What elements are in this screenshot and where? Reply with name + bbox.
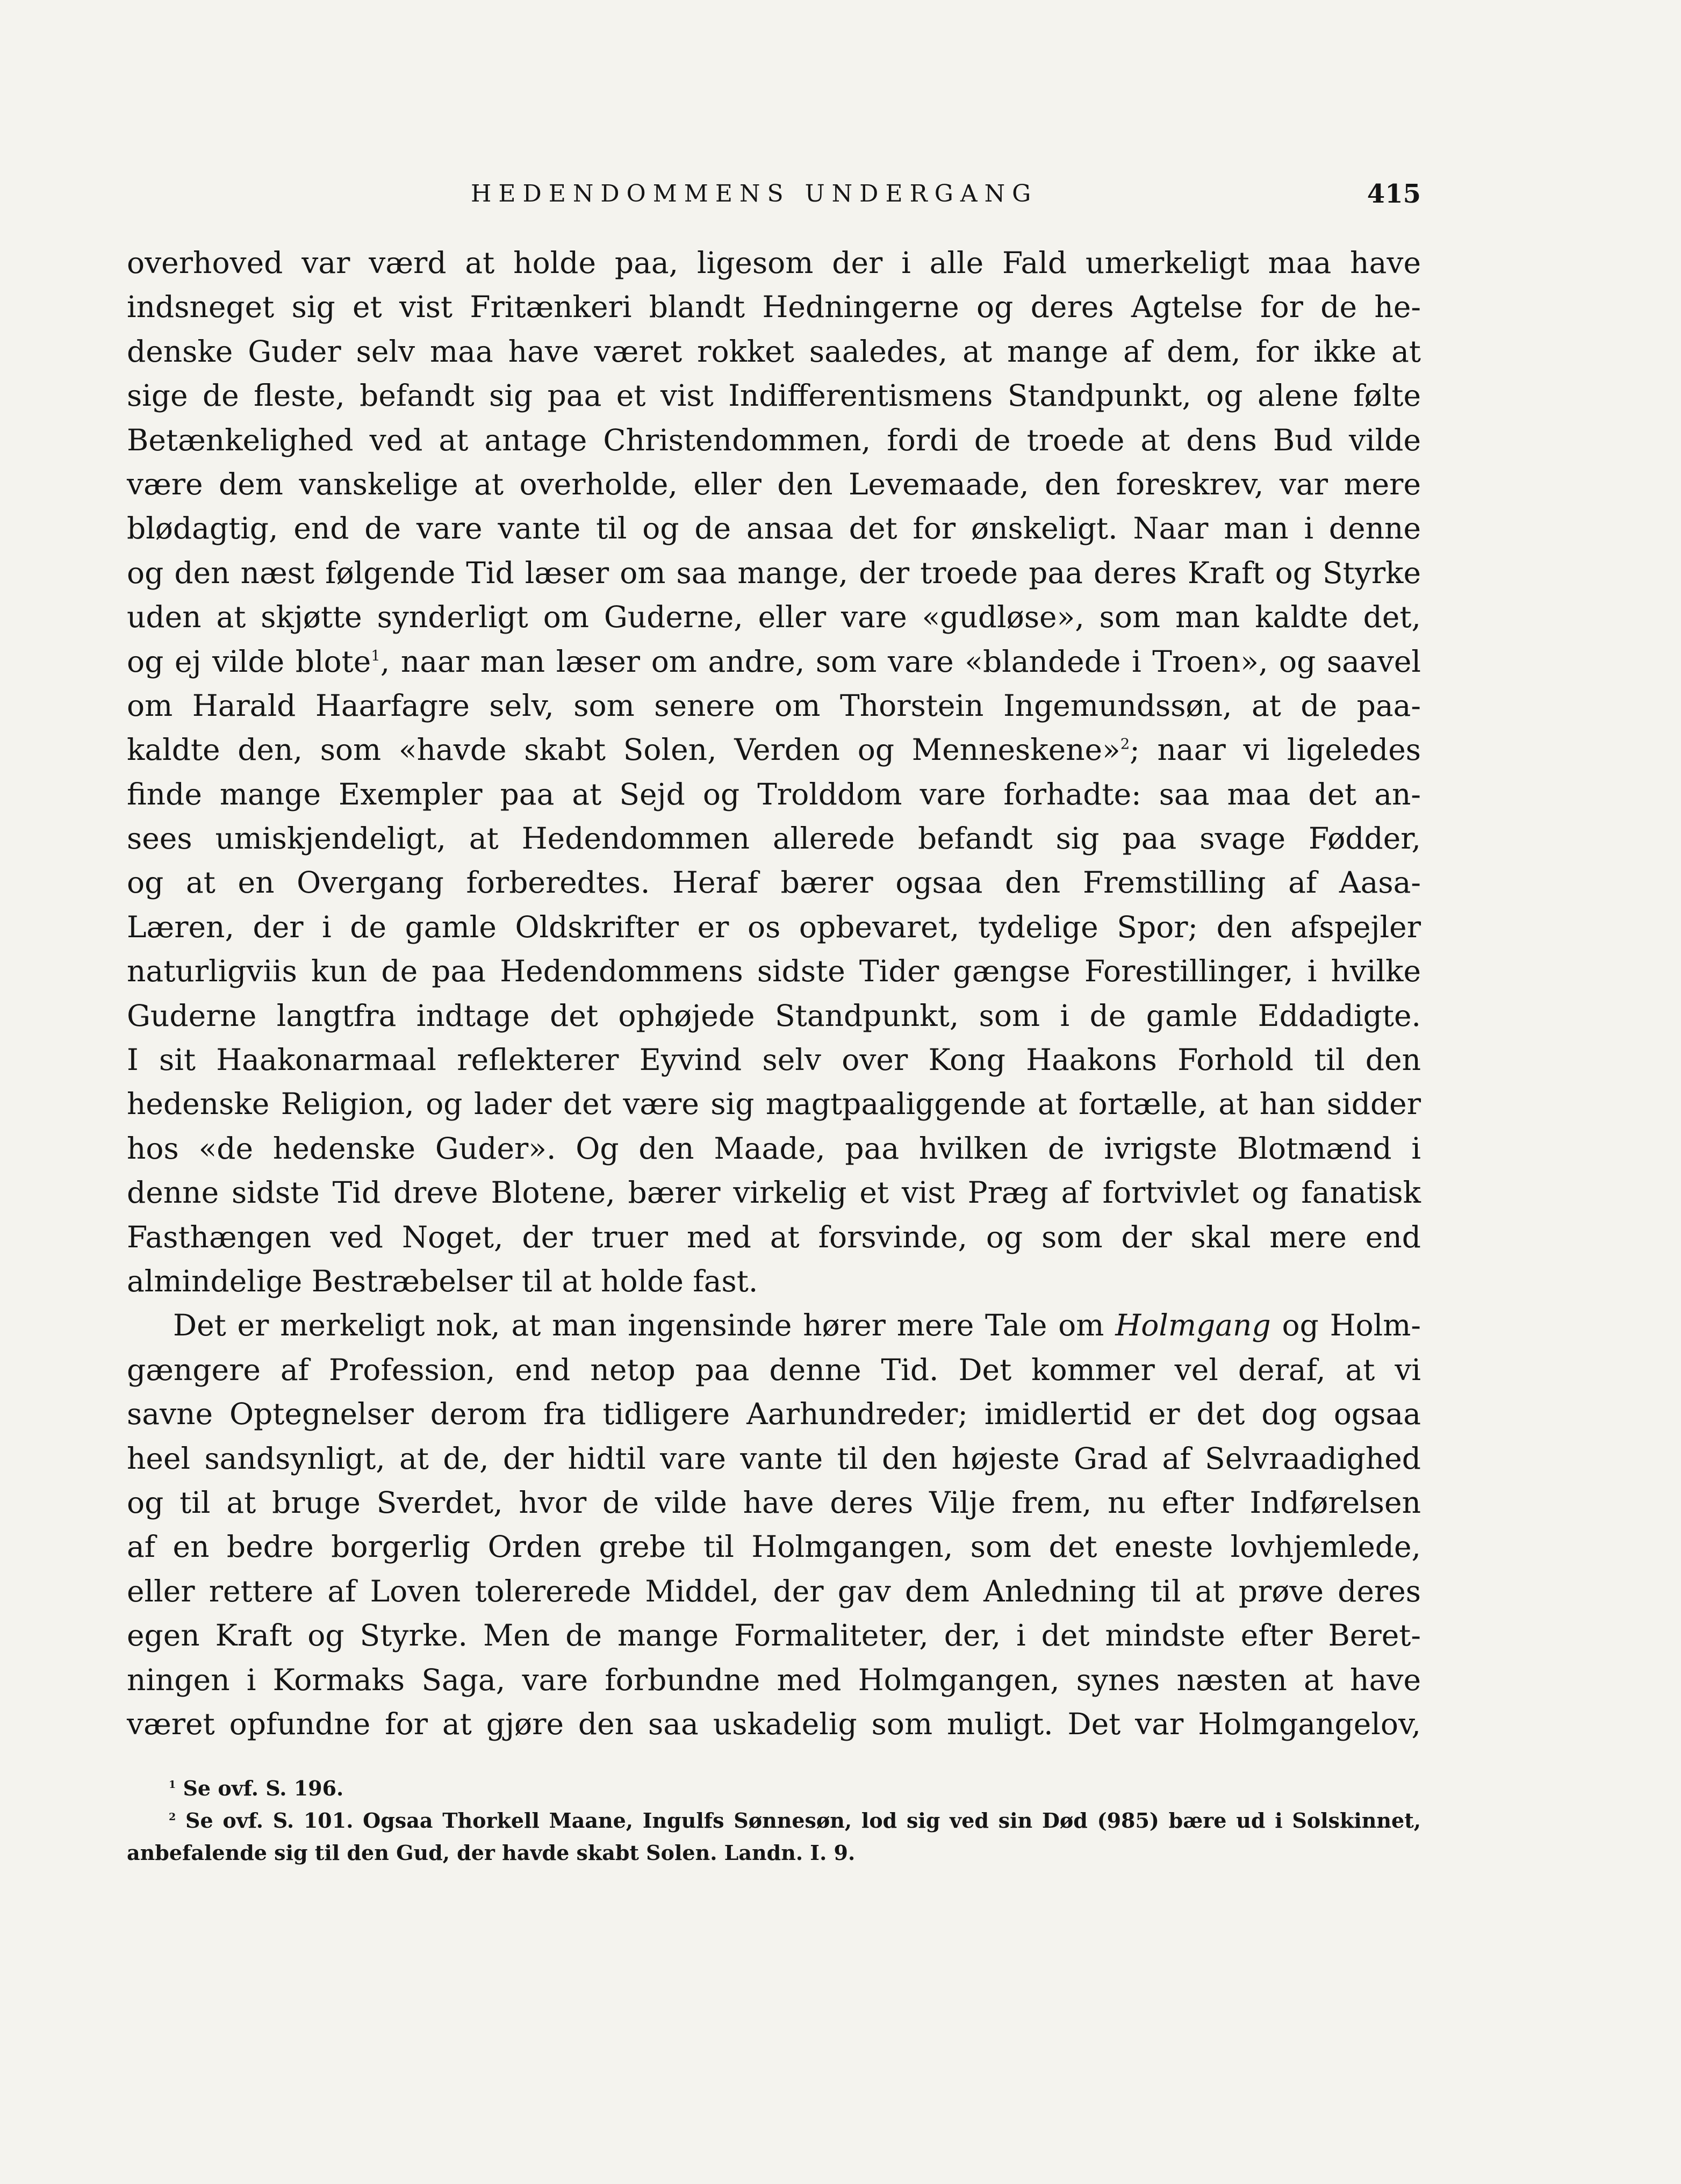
paragraph-1-line-3: denske Guder selv maa have været rokket saaledes, at mange af dem, for ikke at [127, 334, 1421, 369]
footnote-2-mark: 2 [169, 1811, 176, 1823]
paragraph-1-line-7: blødagtig, end de vare vante til og de ansaa det for ønskeligt. Naar man i denne [127, 511, 1421, 546]
line-text: Det er merkeligt nok, at man ingensinde hører mere Tale om [173, 1308, 1116, 1343]
paragraph-2-line-1 [127, 1303, 1421, 1347]
footnote-1-mark: 1 [169, 1778, 176, 1791]
paragraph-2-line-10: været opfundne for at gjøre den saa uskadelig som muligt. Det var Holmgangelov, [127, 1706, 1421, 1741]
paragraph-2-line-7: eller rettere af Loven tolererede Middel, der gav dem Anledning til at prøve deres [127, 1574, 1421, 1608]
footnotes [127, 1772, 1421, 1869]
paragraph-1-line-19: I sit Haakonarmaal reflekterer Eyvind selv over Kong Haakons Forhold til den [127, 1043, 1421, 1077]
paragraph-1-line-6: være dem vanskelige at overholde, eller den Levemaade, den foreskrev, var mere [127, 466, 1421, 501]
paragraph-1-line-23: Fasthængen ved Noget, der truer med at forsvinde, og som der skal mere end [127, 1219, 1421, 1254]
line-text: ; naar vi ligeledes [1130, 732, 1421, 767]
paragraph-1-line-16: Læren, der i de gamle Oldskrifter er os opbevaret, tydelige Spor; den afspejler [127, 909, 1421, 944]
line-text: og Holm- [1270, 1308, 1421, 1343]
paragraph-1-line-18: Guderne langtfra indtage det ophøjede Standpunkt, som i de gamle Eddadigte. [127, 998, 1421, 1033]
paragraph-1-line-9: uden at skjøtte synderligt om Guderne, eller vare «gudløse», som man kaldte det, [127, 600, 1421, 635]
paragraph-2-line-3: savne Optegnelser derom fra tidligere Aarhundreder; imidlertid er det dog ogsaa [127, 1397, 1421, 1432]
running-title: HEDENDOMMENS UNDERGANG [471, 180, 1038, 207]
paragraph-2-line-5: og til at bruge Sverdet, hvor de vilde have deres Vilje frem, nu efter Indførelsen [127, 1485, 1421, 1520]
line-text: kaldte den, som «havde skabt Solen, Verden og Menneskene» [127, 732, 1120, 767]
paragraph-1-line-12 [127, 728, 1421, 772]
footnote-2-line-1 [127, 1805, 1421, 1837]
paragraph-1-line-24: almindelige Bestræbelser til at holde fast. [127, 1263, 758, 1298]
footnote-1 [127, 1772, 1421, 1805]
footnote-2-text: Se ovf. S. 101. Ogsaa Thorkell Maane, Ingulfs Sønnesøn, lod sig ved sin Død (985) bære ud i Solskinnet, [176, 1808, 1421, 1833]
paragraph-2-line-8: egen Kraft og Styrke. Men de mange Formaliteter, der, i det mindste efter Beret- [127, 1618, 1421, 1653]
paragraph-1-line-4: sige de fleste, befandt sig paa et vist Indifferentismens Standpunkt, og alene følte [127, 378, 1421, 413]
footnote-2-line-2: anbefalende sig til den Gud, der havde skabt Solen. Landn. I. 9. [127, 1841, 856, 1865]
running-head [127, 175, 1421, 213]
paragraph-1-line-20: hedenske Religion, og lader det være sig magtpaaliggende at fortælle, at han sidder [127, 1087, 1421, 1122]
paragraph-2-line-9: ningen i Kormaks Saga, vare forbundne med Holmgangen, synes næsten at have [127, 1662, 1421, 1697]
page-number: 415 [1367, 179, 1421, 209]
paragraph-1-line-13: finde mange Exempler paa at Sejd og Trolddom vare forhadte: saa maa det an- [127, 777, 1421, 811]
footnote-reference-2: 2 [1120, 735, 1130, 753]
paragraph-1-line-2: indsneget sig et vist Fritænkeri blandt Hedningerne og deres Agtelse for de he- [127, 290, 1421, 325]
line-text: , naar man læser om andre, som vare «blandede i Troen», og saavel [380, 644, 1421, 679]
paragraph-1-line-10 [127, 640, 1421, 684]
paragraph-1-line-11: om Harald Haarfagre selv, som senere om Thorstein Ingemundssøn, at de paa- [127, 688, 1421, 723]
footnote-1-text: Se ovf. S. 196. [176, 1776, 344, 1800]
paragraph-1-line-22: denne sidste Tid dreve Blotene, bærer virkelig et vist Præg af fortvivlet og fanatisk [127, 1175, 1421, 1210]
paragraph-1-line-8: og den næst følgende Tid læser om saa mange, der troede paa deres Kraft og Styrke [127, 555, 1421, 590]
footnote-reference-1: 1 [371, 646, 380, 664]
paragraph-2-line-6: af en bedre borgerlig Orden grebe til Holmgangen, som det eneste lovhjemlede, [127, 1529, 1421, 1564]
paragraph-1-line-17: naturligviis kun de paa Hedendommens sidste Tider gængse Forestillinger, i hvilke [127, 954, 1421, 989]
italic-term: Holmgang [1115, 1308, 1271, 1343]
line-text: og ej vilde blote [127, 644, 371, 679]
paragraph-1-line-1: overhoved var værd at holde paa, ligesom der i alle Fald umerkeligt maa have [127, 246, 1421, 280]
paragraph-2-line-4: heel sandsynligt, at de, der hidtil vare vante til den højeste Grad af Selvraadighed [127, 1441, 1421, 1476]
paragraph-1-line-15: og at en Overgang forberedtes. Heraf bærer ogsaa den Fremstilling af Aasa- [127, 865, 1421, 900]
paragraph-1-line-14: sees umiskjendeligt, at Hedendommen allerede befandt sig paa svage Fødder, [127, 821, 1421, 856]
paragraph-1-line-21: hos «de hedenske Guder». Og den Maade, paa hvilken de ivrigste Blotmænd i [127, 1131, 1421, 1166]
body-text [127, 241, 1421, 1746]
paragraph-2-line-2: gængere af Profession, end netop paa denne Tid. Det kommer vel deraf, at vi [127, 1352, 1421, 1387]
paragraph-1-line-5: Betænkelighed ved at antage Christendommen, fordi de troede at dens Bud vilde [127, 422, 1421, 457]
